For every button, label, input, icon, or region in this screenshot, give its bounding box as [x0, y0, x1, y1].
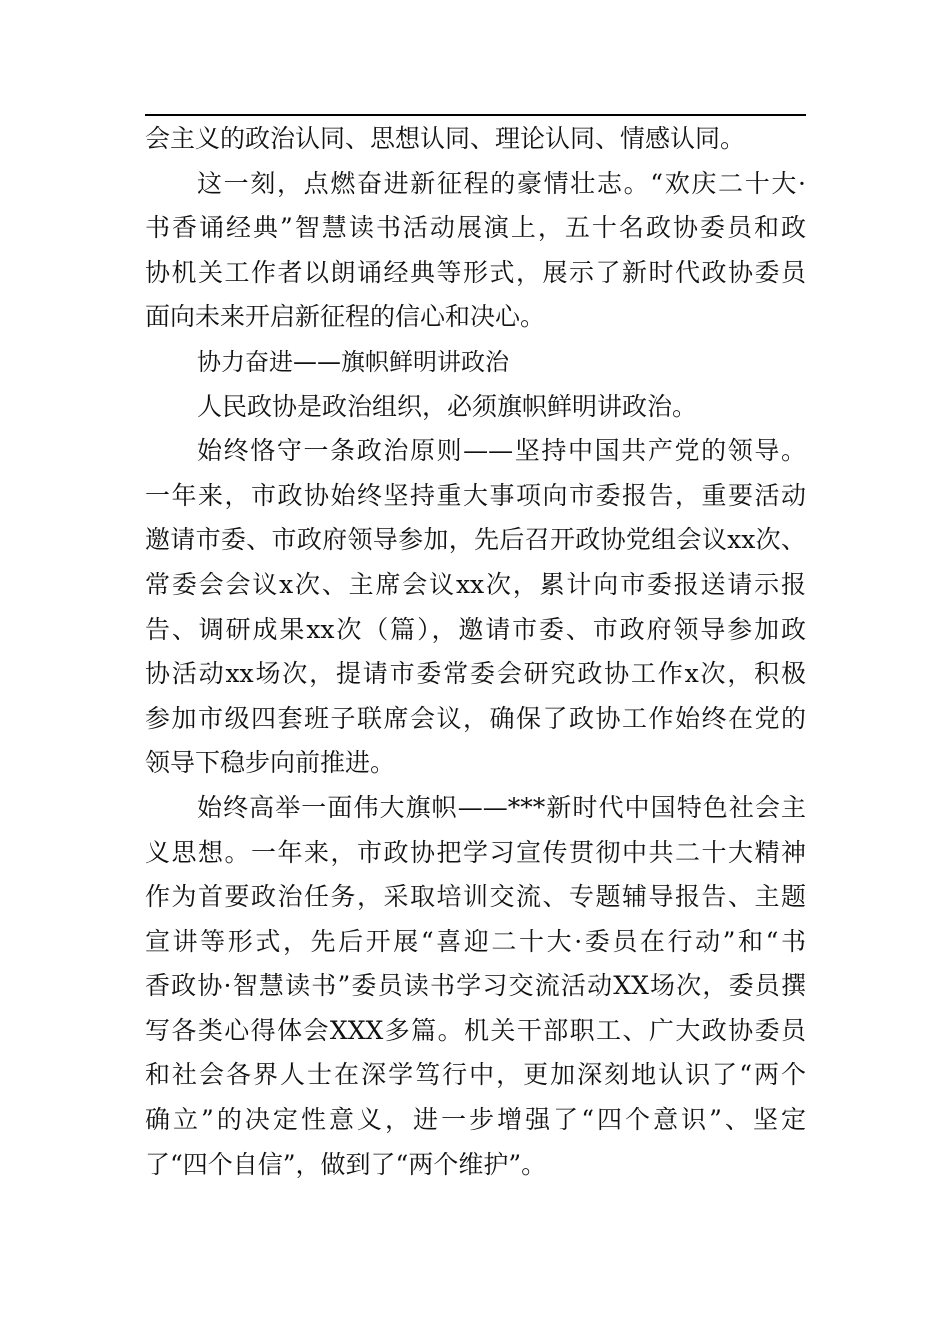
paragraph — [145, 429, 806, 786]
header-rule — [145, 114, 806, 116]
section-heading — [145, 340, 806, 385]
text-line: 作为首要政治任务，采取培训交流、专题辅导报告、主题 — [145, 882, 806, 912]
text-line: 宣讲等形式，先后开展“喜迎二十大·委员在行动”和“书 — [145, 926, 806, 956]
text-line: 协力奋进——旗帜鲜明讲政治 — [197, 347, 509, 376]
text-line: 面向未来开启新征程的信心和决心。 — [145, 302, 546, 332]
text-line: 写各类心得体会XXX多篇。机关干部职工、广大政协委员 — [145, 1015, 806, 1045]
paragraph — [145, 786, 806, 1187]
text-line: 告、调研成果xx次（篇），邀请市委、市政府领导参加政 — [145, 614, 806, 644]
text-line: 确立”的决定性意义，进一步增强了“四个意识”、坚定 — [145, 1105, 806, 1135]
text-line: 义思想。一年来，市政协把学习宣传贯彻中共二十大精神 — [145, 837, 806, 867]
text-line: 参加市级四套班子联席会议，确保了政协工作始终在党的 — [145, 703, 806, 733]
text-line: 邀请市委、市政府领导参加，先后召开政协党组会议xx次、 — [145, 525, 806, 555]
text-line: 始终高举一面伟大旗帜——***新时代中国特色社会主 — [197, 792, 806, 822]
text-line: 会主义的政治认同、思想认同、理论认同、情感认同。 — [145, 124, 746, 153]
text-line: 领导下稳步向前推进。 — [145, 748, 396, 778]
text-line: 和社会各界人士在深学笃行中，更加深刻地认识了“两个 — [145, 1060, 806, 1090]
text-line: 协机关工作者以朗诵经典等形式，展示了新时代政协委员 — [145, 257, 806, 287]
text-line: 这一刻，点燃奋进新征程的豪情壮志。“欢庆二十大· — [197, 168, 806, 198]
text-line: 书香诵经典”智慧读书活动展演上，五十名政协委员和政 — [145, 213, 806, 243]
text-line: 协活动xx场次，提请市委常委会研究政协工作x次，积极 — [145, 659, 806, 689]
paragraph — [145, 117, 806, 162]
paragraph — [145, 385, 806, 430]
paragraph — [145, 162, 806, 340]
text-line: 了“四个自信”，做到了“两个维护”。 — [145, 1149, 547, 1179]
document-body — [145, 117, 806, 1187]
text-line: 香政协·智慧读书”委员读书学习交流活动XX场次，委员撰 — [145, 971, 806, 1001]
text-line: 常委会会议x次、主席会议xx次，累计向市委报送请示报 — [145, 569, 806, 599]
text-line: 始终恪守一条政治原则——坚持中国共产党的领导。 — [197, 436, 806, 466]
text-line: 人民政协是政治组织，必须旗帜鲜明讲政治。 — [197, 391, 698, 421]
text-line: 一年来，市政协始终坚持重大事项向市委报告，重要活动 — [145, 480, 806, 510]
